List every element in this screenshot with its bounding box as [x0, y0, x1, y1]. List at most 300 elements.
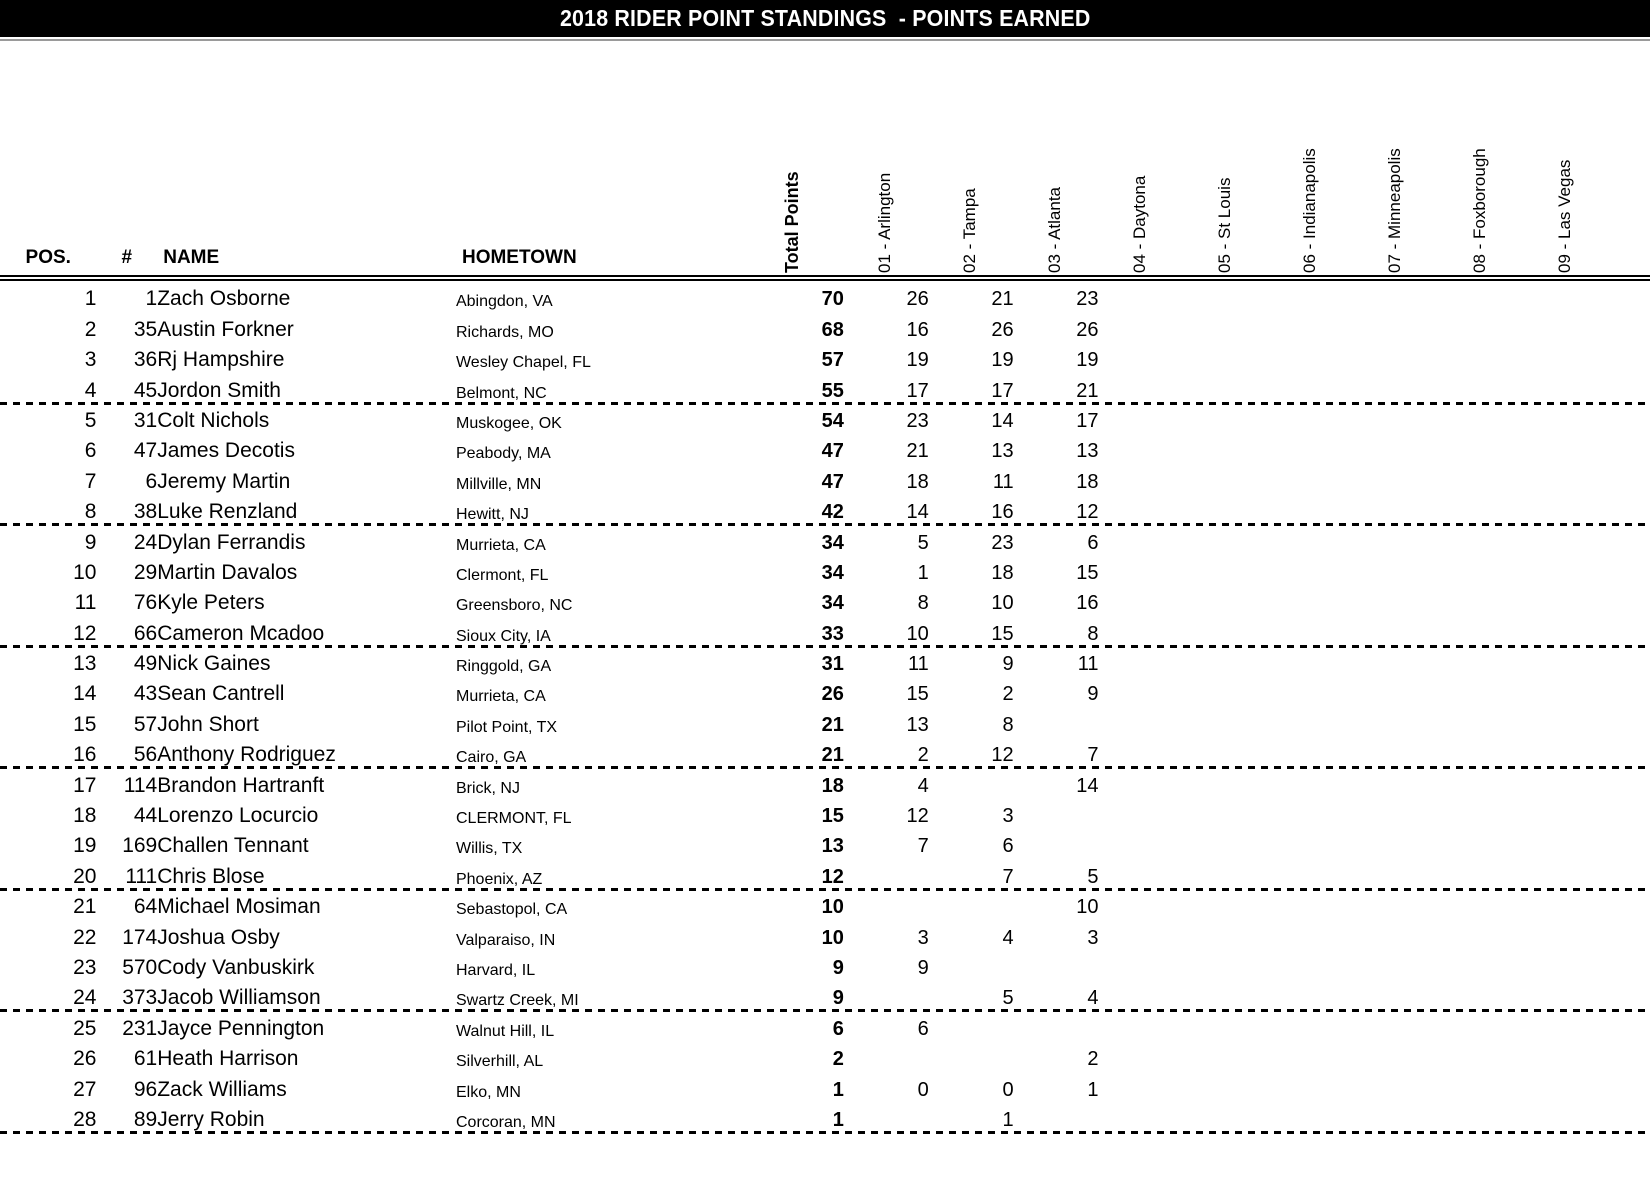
row-hometown: CLERMONT, FL — [455, 810, 572, 828]
row-event-04-points — [1099, 342, 1184, 372]
row-event-05-points — [1183, 919, 1268, 949]
row-number: 6 — [145, 469, 158, 493]
header-event-05-label: 05 - St Louis — [1214, 177, 1234, 273]
row-event-04-points — [1099, 889, 1184, 919]
row-event-06-points — [1268, 585, 1353, 615]
row-pad — [1608, 342, 1650, 372]
group-separator — [0, 888, 1650, 891]
row-event-09-points — [1523, 889, 1608, 919]
row-event-07-points — [1353, 494, 1438, 524]
row-event-07-points — [1353, 980, 1438, 1010]
row-event-07-points — [1353, 1071, 1438, 1101]
row-position: 22 — [73, 925, 97, 949]
row-event-09-points — [1523, 858, 1608, 888]
row-hometown: Greensboro, NC — [455, 597, 573, 615]
row-total-points: 10 — [821, 896, 844, 919]
row-event-01-points: 11 — [907, 653, 929, 676]
row-position: 25 — [73, 1016, 97, 1040]
table-row[interactable] — [0, 615, 1650, 645]
table-row[interactable] — [0, 889, 1650, 919]
row-rider-name: Kyle Peters — [157, 591, 265, 615]
row-position: 17 — [73, 773, 97, 797]
row-position: 12 — [73, 621, 97, 645]
table-row[interactable] — [0, 494, 1650, 524]
table-row[interactable] — [0, 858, 1650, 888]
table-row[interactable] — [0, 919, 1650, 949]
row-event-08-points — [1438, 311, 1523, 341]
row-number: 64 — [133, 895, 158, 919]
row-rider-name: Jeremy Martin — [157, 469, 291, 493]
row-event-05-points — [1183, 676, 1268, 706]
row-pad — [1608, 798, 1650, 828]
row-rider-name: Cody Vanbuskirk — [157, 955, 315, 979]
row-event-02-points: 21 — [991, 288, 1014, 311]
row-position: 11 — [74, 591, 97, 615]
row-event-05-points — [1183, 494, 1268, 524]
row-total-points: 26 — [821, 683, 844, 706]
row-hometown: Millville, MN — [455, 475, 542, 493]
row-number: 111 — [125, 864, 158, 888]
row-position: 10 — [73, 560, 97, 584]
header-event-04 — [1099, 120, 1184, 275]
row-total-points: 70 — [821, 288, 844, 311]
row-position: 16 — [73, 743, 97, 767]
group-separator — [0, 766, 1650, 769]
row-pad — [1608, 1041, 1650, 1071]
row-event-07-points — [1353, 524, 1438, 554]
row-total-points: 10 — [821, 926, 844, 949]
row-event-02-points: 18 — [991, 561, 1014, 584]
row-event-04-points — [1099, 950, 1184, 980]
row-total-points: 68 — [821, 318, 844, 341]
row-event-06-points — [1268, 980, 1353, 1010]
row-event-08-points — [1438, 372, 1523, 402]
table-row[interactable] — [0, 433, 1650, 463]
row-hometown: Wesley Chapel, FL — [455, 354, 591, 372]
row-event-07-points — [1353, 403, 1438, 433]
row-event-05-points — [1183, 767, 1268, 797]
row-total-points: 2 — [832, 1048, 844, 1071]
row-rider-name: Martin Davalos — [157, 560, 298, 584]
row-event-07-points — [1353, 463, 1438, 493]
header-event-06-label: 06 - Indianapolis — [1299, 148, 1319, 273]
row-event-09-points — [1523, 494, 1608, 524]
row-event-06-points — [1268, 737, 1353, 767]
row-pad — [1608, 585, 1650, 615]
row-event-05-points — [1183, 798, 1268, 828]
row-event-07-points — [1353, 281, 1438, 311]
row-event-05-points — [1183, 1010, 1268, 1040]
row-event-03-points — [1014, 828, 1099, 858]
table-row[interactable] — [0, 1010, 1650, 1040]
table-row[interactable] — [0, 767, 1650, 797]
row-event-01-points — [844, 980, 929, 1010]
row-event-06-points — [1268, 1010, 1353, 1040]
row-hometown: Peabody, MA — [455, 445, 551, 463]
row-event-06-points — [1268, 676, 1353, 706]
header-number — [96, 120, 157, 275]
row-event-01-points: 8 — [917, 592, 929, 615]
row-position: 21 — [73, 895, 97, 919]
row-event-04-points — [1099, 858, 1184, 888]
header-event-09 — [1523, 120, 1608, 275]
row-event-06-points — [1268, 919, 1353, 949]
row-total-points: 34 — [821, 561, 844, 584]
row-number: 57 — [133, 712, 158, 736]
header-double-rule — [0, 275, 1650, 281]
row-rider-name: Heath Harrison — [157, 1047, 299, 1071]
table-row[interactable] — [0, 585, 1650, 615]
row-event-09-points — [1523, 463, 1608, 493]
row-event-03-points: 15 — [1076, 561, 1099, 584]
row-hometown: Willis, TX — [455, 840, 523, 858]
row-number: 114 — [123, 773, 158, 797]
row-rider-name: Colt Nichols — [157, 408, 270, 432]
row-event-02-points — [929, 1010, 1014, 1040]
row-event-05-points — [1183, 858, 1268, 888]
row-total-points: 12 — [821, 865, 844, 888]
header-rule-row — [0, 275, 1650, 281]
row-event-06-points — [1268, 342, 1353, 372]
row-event-03-points: 1 — [1087, 1078, 1099, 1101]
row-event-02-points: 3 — [1002, 805, 1014, 828]
header-event-02 — [929, 120, 1014, 275]
row-rider-name: James Decotis — [157, 439, 295, 463]
row-position: 4 — [84, 378, 97, 402]
header-name — [157, 120, 456, 275]
row-event-01-points — [844, 858, 929, 888]
row-event-07-points — [1353, 798, 1438, 828]
row-event-04-points — [1099, 798, 1184, 828]
row-event-02-points: 8 — [1002, 713, 1014, 736]
row-event-01-points: 5 — [917, 531, 929, 554]
row-event-02-points: 23 — [991, 531, 1014, 554]
row-event-09-points — [1523, 828, 1608, 858]
row-event-03-points: 8 — [1087, 622, 1099, 645]
row-event-03-points: 11 — [1077, 653, 1099, 676]
row-number: 231 — [122, 1016, 158, 1040]
row-event-06-points — [1268, 858, 1353, 888]
row-event-03-points: 6 — [1087, 531, 1099, 554]
row-hometown: Muskogee, OK — [455, 414, 562, 432]
row-total-points: 1 — [832, 1078, 844, 1101]
row-event-05-points — [1183, 555, 1268, 585]
row-pad — [1608, 980, 1650, 1010]
row-rider-name: Zack Williams — [157, 1077, 287, 1101]
header-event-01 — [844, 120, 929, 275]
row-event-03-points: 19 — [1076, 349, 1099, 372]
row-event-07-points — [1353, 767, 1438, 797]
row-event-09-points — [1523, 950, 1608, 980]
row-event-06-points — [1268, 889, 1353, 919]
table-row[interactable] — [0, 372, 1650, 402]
row-event-03-points: 5 — [1087, 865, 1099, 888]
row-event-06-points — [1268, 524, 1353, 554]
row-event-02-points: 10 — [991, 592, 1014, 615]
row-pad — [1608, 1071, 1650, 1101]
row-event-08-points — [1438, 494, 1523, 524]
table-row[interactable] — [0, 828, 1650, 858]
row-event-08-points — [1438, 585, 1523, 615]
row-event-08-points — [1438, 706, 1523, 736]
row-event-02-points — [929, 950, 1014, 980]
row-event-05-points — [1183, 615, 1268, 645]
row-pad — [1608, 281, 1650, 311]
row-event-01-points: 19 — [906, 349, 929, 372]
table-row[interactable] — [0, 463, 1650, 493]
row-hometown: Pilot Point, TX — [455, 718, 558, 736]
row-event-06-points — [1268, 828, 1353, 858]
row-event-07-points — [1353, 646, 1438, 676]
row-number: 31 — [133, 408, 158, 432]
group-separator — [0, 402, 1650, 405]
row-rider-name: Jacob Williamson — [157, 986, 321, 1010]
row-hometown: Silverhill, AL — [455, 1053, 544, 1071]
row-event-09-points — [1523, 767, 1608, 797]
header-row — [0, 120, 1650, 275]
row-hometown: Valparaiso, IN — [455, 931, 556, 949]
row-total-points: 47 — [821, 440, 844, 463]
header-pos — [0, 120, 96, 275]
row-event-06-points — [1268, 646, 1353, 676]
row-event-04-points — [1099, 1041, 1184, 1071]
row-event-07-points — [1353, 585, 1438, 615]
row-total-points: 57 — [821, 349, 844, 372]
table-row[interactable] — [0, 281, 1650, 311]
table-row[interactable] — [0, 706, 1650, 736]
header-event-05 — [1183, 120, 1268, 275]
standings-table — [0, 120, 1650, 1132]
row-total-points: 15 — [821, 805, 844, 828]
row-event-07-points — [1353, 919, 1438, 949]
row-event-04-points — [1099, 1071, 1184, 1101]
row-event-09-points — [1523, 1102, 1608, 1132]
row-event-05-points — [1183, 1041, 1268, 1071]
table-row[interactable] — [0, 555, 1650, 585]
row-pad — [1608, 494, 1650, 524]
row-event-03-points — [1014, 798, 1099, 828]
row-event-02-points: 4 — [1002, 926, 1014, 949]
row-total-points: 1 — [832, 1108, 844, 1131]
header-event-01-label: 01 - Arlington — [875, 172, 895, 273]
row-event-07-points — [1353, 1102, 1438, 1132]
row-event-03-points: 2 — [1087, 1048, 1099, 1071]
row-rider-name: Jayce Pennington — [157, 1016, 325, 1040]
table-row[interactable] — [0, 1102, 1650, 1132]
row-event-09-points — [1523, 281, 1608, 311]
row-pad — [1608, 889, 1650, 919]
table-row[interactable] — [0, 950, 1650, 980]
row-number: 96 — [133, 1077, 158, 1101]
row-event-01-points — [844, 1102, 929, 1132]
row-event-06-points — [1268, 767, 1353, 797]
header-hometown — [456, 120, 744, 275]
row-rider-name: Sean Cantrell — [157, 682, 285, 706]
row-rider-name: Nick Gaines — [157, 652, 271, 676]
row-position: 5 — [84, 408, 97, 432]
row-event-07-points — [1353, 828, 1438, 858]
row-event-08-points — [1438, 828, 1523, 858]
row-event-07-points — [1353, 889, 1438, 919]
row-rider-name: Jerry Robin — [157, 1107, 265, 1131]
row-number: 89 — [133, 1107, 158, 1131]
row-hometown: Harvard, IL — [455, 961, 536, 979]
table-row[interactable] — [0, 1071, 1650, 1101]
row-event-03-points: 4 — [1087, 987, 1099, 1010]
row-event-04-points — [1099, 463, 1184, 493]
row-event-06-points — [1268, 494, 1353, 524]
header-event-08 — [1438, 120, 1523, 275]
row-pad — [1608, 524, 1650, 554]
row-position: 3 — [84, 348, 97, 372]
row-event-08-points — [1438, 980, 1523, 1010]
row-event-04-points — [1099, 737, 1184, 767]
row-position: 13 — [73, 652, 97, 676]
row-event-05-points — [1183, 1071, 1268, 1101]
row-number: 29 — [133, 560, 158, 584]
row-event-01-points: 4 — [917, 774, 929, 797]
table-row[interactable] — [0, 737, 1650, 767]
row-event-09-points — [1523, 919, 1608, 949]
row-event-02-points: 13 — [991, 440, 1014, 463]
row-hometown: Clermont, FL — [455, 566, 549, 584]
row-position: 15 — [73, 712, 97, 736]
row-event-07-points — [1353, 737, 1438, 767]
row-event-04-points — [1099, 828, 1184, 858]
row-hometown: Sioux City, IA — [455, 627, 551, 645]
row-pad — [1608, 555, 1650, 585]
header-hometown-label: HOMETOWN — [461, 247, 577, 268]
row-event-07-points — [1353, 615, 1438, 645]
row-number: 66 — [133, 621, 158, 645]
table-row[interactable] — [0, 646, 1650, 676]
row-event-01-points: 10 — [906, 622, 929, 645]
header-event-09-label: 09 - Las Vegas — [1554, 159, 1574, 273]
row-event-05-points — [1183, 1102, 1268, 1132]
row-total-points: 34 — [821, 531, 844, 554]
table-row[interactable] — [0, 403, 1650, 433]
row-position: 6 — [84, 439, 97, 463]
row-event-09-points — [1523, 980, 1608, 1010]
row-event-08-points — [1438, 858, 1523, 888]
row-event-08-points — [1438, 767, 1523, 797]
row-number: 56 — [133, 743, 158, 767]
table-row[interactable] — [0, 524, 1650, 554]
table-row[interactable] — [0, 1041, 1650, 1071]
row-event-04-points — [1099, 676, 1184, 706]
row-event-06-points — [1268, 798, 1353, 828]
row-hometown: Walnut Hill, IL — [455, 1022, 555, 1040]
row-event-07-points — [1353, 676, 1438, 706]
row-event-08-points — [1438, 1041, 1523, 1071]
row-event-03-points: 23 — [1076, 288, 1099, 311]
row-event-06-points — [1268, 1102, 1353, 1132]
row-event-09-points — [1523, 311, 1608, 341]
row-hometown: Ringgold, GA — [455, 658, 552, 676]
row-number: 174 — [122, 925, 158, 949]
row-pad — [1608, 950, 1650, 980]
row-event-03-points: 9 — [1087, 683, 1099, 706]
row-position: 7 — [84, 469, 97, 493]
row-event-06-points — [1268, 463, 1353, 493]
row-event-05-points — [1183, 311, 1268, 341]
row-event-03-points: 13 — [1076, 440, 1099, 463]
row-event-06-points — [1268, 1041, 1353, 1071]
row-event-01-points: 6 — [917, 1017, 929, 1040]
row-position: 23 — [73, 955, 97, 979]
row-event-09-points — [1523, 585, 1608, 615]
table-row[interactable] — [0, 342, 1650, 372]
header-event-02-label: 02 - Tampa — [960, 188, 980, 273]
row-event-06-points — [1268, 1071, 1353, 1101]
row-event-08-points — [1438, 463, 1523, 493]
row-number: 61 — [133, 1047, 158, 1071]
row-event-01-points — [844, 1041, 929, 1071]
row-hometown: Phoenix, AZ — [455, 870, 543, 888]
table-row[interactable] — [0, 798, 1650, 828]
row-number: 44 — [133, 804, 158, 828]
row-pad — [1608, 1010, 1650, 1040]
row-event-04-points — [1099, 555, 1184, 585]
table-row[interactable] — [0, 311, 1650, 341]
row-event-07-points — [1353, 1041, 1438, 1071]
row-event-09-points — [1523, 524, 1608, 554]
row-event-03-points: 12 — [1076, 501, 1099, 524]
row-event-05-points — [1183, 585, 1268, 615]
row-pad — [1608, 676, 1650, 706]
row-event-01-points: 9 — [917, 956, 929, 979]
row-event-01-points: 16 — [906, 318, 929, 341]
row-pad — [1608, 828, 1650, 858]
row-event-08-points — [1438, 555, 1523, 585]
row-number: 49 — [133, 652, 158, 676]
row-event-03-points: 17 — [1076, 409, 1099, 432]
header-pos-label: POS. — [25, 247, 71, 268]
row-event-02-points: 16 — [991, 501, 1014, 524]
table-row[interactable] — [0, 676, 1650, 706]
row-position: 14 — [73, 682, 97, 706]
row-number: 24 — [133, 530, 158, 554]
header-total-points — [744, 120, 844, 275]
row-number: 373 — [122, 986, 158, 1010]
row-pad — [1608, 311, 1650, 341]
row-event-03-points: 21 — [1076, 379, 1099, 402]
row-position: 19 — [73, 834, 97, 858]
row-position: 1 — [84, 287, 97, 311]
row-event-05-points — [1183, 828, 1268, 858]
row-pad — [1608, 706, 1650, 736]
row-event-06-points — [1268, 950, 1353, 980]
row-rider-name: Cameron Mcadoo — [157, 621, 325, 645]
row-rider-name: Dylan Ferrandis — [157, 530, 306, 554]
row-event-08-points — [1438, 919, 1523, 949]
row-event-08-points — [1438, 950, 1523, 980]
table-row[interactable] — [0, 980, 1650, 1010]
row-position: 20 — [73, 864, 97, 888]
row-hometown: Swartz Creek, MI — [455, 992, 579, 1010]
row-event-02-points — [929, 1041, 1014, 1071]
header-event-03-label: 03 - Atlanta — [1045, 186, 1065, 273]
row-hometown: Sebastopol, CA — [455, 901, 568, 919]
row-event-06-points — [1268, 311, 1353, 341]
row-rider-name: Joshua Osby — [157, 925, 280, 949]
row-event-01-points: 13 — [906, 713, 929, 736]
row-rider-name: Brandon Hartranft — [157, 773, 325, 797]
row-pad — [1608, 372, 1650, 402]
row-event-04-points — [1099, 615, 1184, 645]
row-rider-name: Jordon Smith — [157, 378, 281, 402]
row-event-04-points — [1099, 494, 1184, 524]
